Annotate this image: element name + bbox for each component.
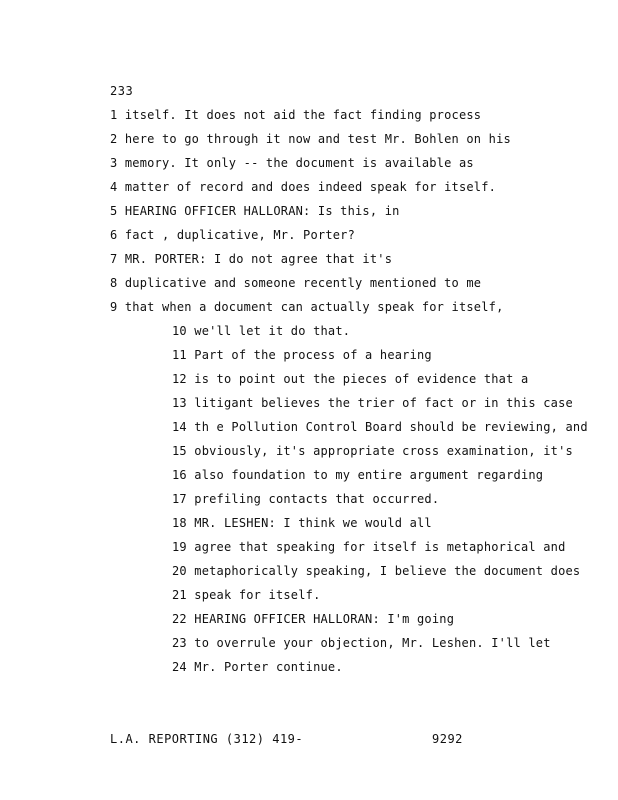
transcript-line-21: 21 speak for itself. bbox=[172, 588, 321, 602]
transcript-line-4: 4 matter of record and does indeed speak for itself. bbox=[110, 180, 497, 194]
transcript-line-12: 12 is to point out the pieces of evidence that a bbox=[172, 372, 529, 386]
transcript-line-7: 7 MR. PORTER: I do not agree that it's bbox=[110, 252, 393, 266]
transcript-line-16: 16 also foundation to my entire argument regarding bbox=[172, 468, 544, 482]
page-number: 233 bbox=[110, 84, 134, 98]
transcript-line-15: 15 obviously, it's appropriate cross examination, it's bbox=[172, 444, 573, 458]
transcript-line-6: 6 fact , duplicative, Mr. Porter? bbox=[110, 228, 356, 242]
transcript-line-11: 11 Part of the process of a hearing bbox=[172, 348, 432, 362]
footer-phone-suffix: 9292 bbox=[432, 732, 463, 746]
transcript-line-3: 3 memory. It only -- the document is available as bbox=[110, 156, 474, 170]
transcript-line-20: 20 metaphorically speaking, I believe the document does bbox=[172, 564, 581, 578]
transcript-line-22: 22 HEARING OFFICER HALLORAN: I'm going bbox=[172, 612, 455, 626]
footer-reporter: L.A. REPORTING (312) 419- bbox=[110, 732, 304, 746]
transcript-line-5: 5 HEARING OFFICER HALLORAN: Is this, in bbox=[110, 204, 400, 218]
transcript-line-10: 10 we'll let it do that. bbox=[172, 324, 351, 338]
transcript-line-13: 13 litigant believes the trier of fact or in this case bbox=[172, 396, 573, 410]
transcript-line-24: 24 Mr. Porter continue. bbox=[172, 660, 343, 674]
transcript-line-9: 9 that when a document can actually speak for itself, bbox=[110, 300, 504, 314]
transcript-line-14: 14 th e Pollution Control Board should be reviewing, and bbox=[172, 420, 588, 434]
transcript-line-2: 2 here to go through it now and test Mr. Bohlen on his bbox=[110, 132, 511, 146]
transcript-line-23: 23 to overrule your objection, Mr. Leshen. I'll let bbox=[172, 636, 551, 650]
transcript-line-1: 1 itself. It does not aid the fact finding process bbox=[110, 108, 482, 122]
transcript-line-17: 17 prefiling contacts that occurred. bbox=[172, 492, 440, 506]
transcript-line-18: 18 MR. LESHEN: I think we would all bbox=[172, 516, 432, 530]
transcript-line-19: 19 agree that speaking for itself is metaphorical and bbox=[172, 540, 566, 554]
transcript-line-8: 8 duplicative and someone recently mentioned to me bbox=[110, 276, 482, 290]
